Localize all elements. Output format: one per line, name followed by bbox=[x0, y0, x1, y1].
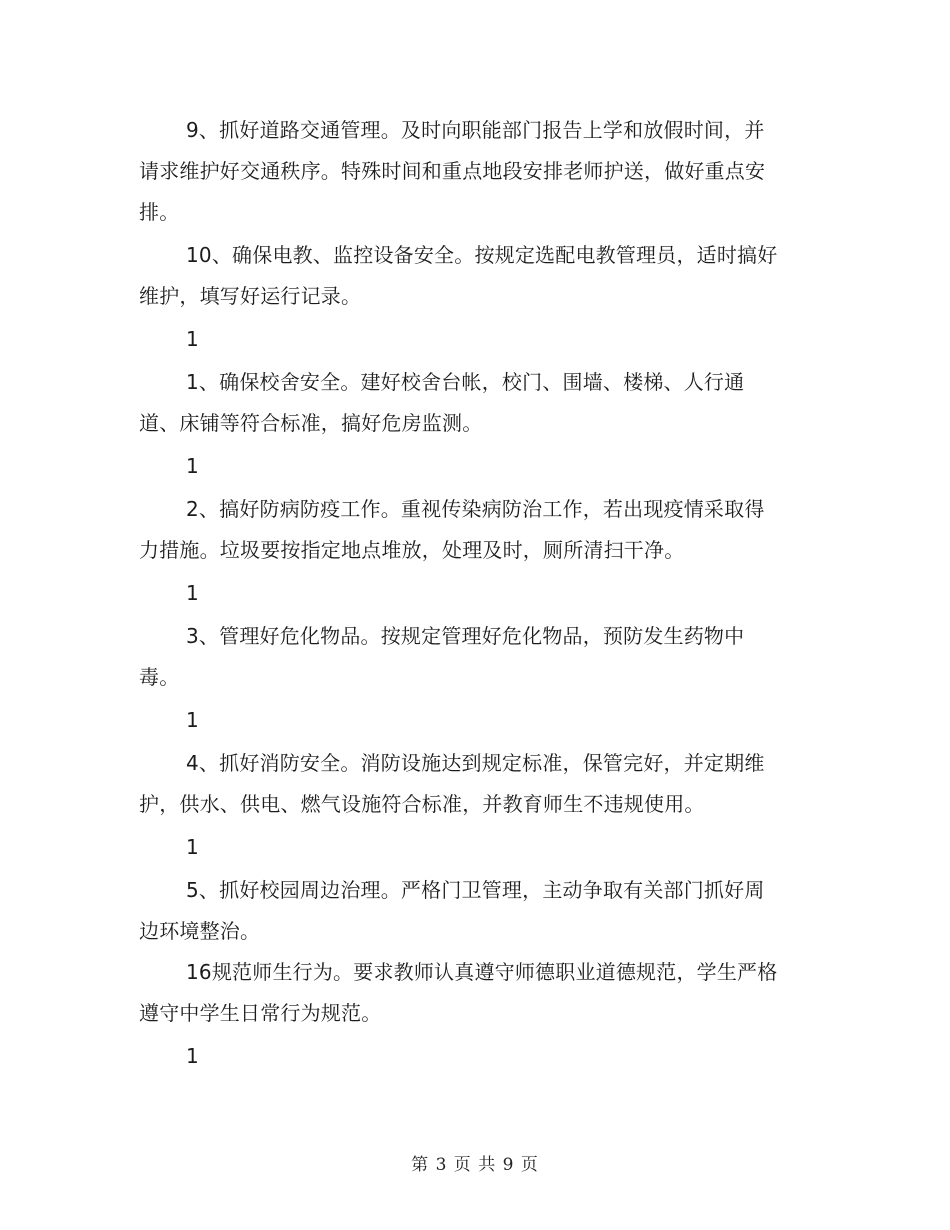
paragraph-disease-prevention: 2、搞好防病防疫工作。重视传染病防治工作，若出现疫情采取得力措施。垃圾要按指定地点堆放，处理及时，厕所清扫干净。 bbox=[139, 497, 765, 562]
paragraph-number-3: 1 bbox=[186, 581, 199, 605]
paragraph-hazardous-materials: 3、管理好危化物品。按规定管理好危化物品，预防发生药物中毒。 bbox=[139, 624, 745, 689]
paragraph-number-2: 1 bbox=[186, 454, 199, 478]
paragraph-campus-surroundings: 5、抓好校园周边治理。严格门卫管理，主动争取有关部门抓好周边环境整治。 bbox=[139, 878, 765, 943]
paragraph-conduct-norms: 16规范师生行为。要求教师认真遵守师德职业道德规范，学生严格遵守中学生日常行为规范。 bbox=[139, 960, 778, 1025]
page-footer: 第 3 页 共 9 页 bbox=[411, 1155, 539, 1175]
paragraph-traffic-management: 9、抓好道路交通管理。及时向职能部门报告上学和放假时间，并请求维护好交通秩序。特殊时间和重点地段安排老师护送，做好重点安排。 bbox=[139, 118, 766, 224]
document-body bbox=[139, 110, 779, 1077]
paragraph-number-6: 1 bbox=[186, 1044, 199, 1068]
paragraph-number-1: 1 bbox=[186, 327, 199, 351]
paragraph-fire-safety: 4、抓好消防安全。消防设施达到规定标准，保管完好，并定期维护，供水、供电、燃气设施符合标准，并教育师生不违规使用。 bbox=[139, 751, 765, 816]
paragraph-number-4: 1 bbox=[186, 708, 199, 732]
paragraph-av-equipment: 10、确保电教、监控设备安全。按规定选配电教管理员，适时搞好维护，填写好运行记录。 bbox=[139, 243, 778, 308]
paragraph-school-buildings: 1、确保校舍安全。建好校舍台帐，校门、围墙、楼梯、人行通道、床铺等符合标准，搞好危房监测。 bbox=[139, 370, 745, 435]
paragraph-number-5: 1 bbox=[186, 835, 199, 859]
